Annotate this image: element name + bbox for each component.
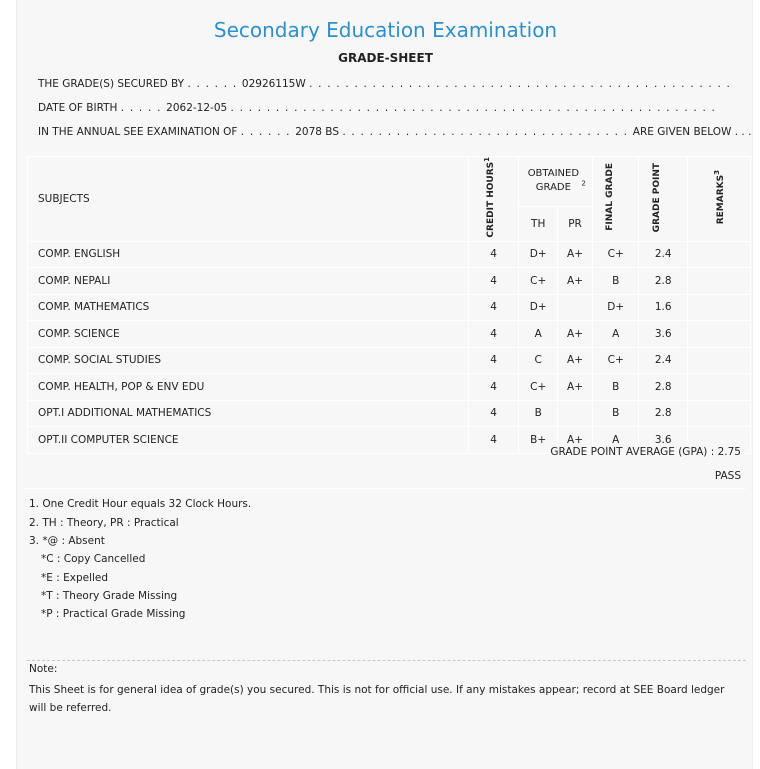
exam-line: IN THE ANNUAL SEE EXAMINATION OF . . . . . . 2078 BS . . . . . . . . . . . . . . . . . . . . . . . . . . . . . . . . ARE GIVEN BELOW . . . <box>38 126 752 138</box>
table-row <box>28 374 751 401</box>
th-grade-cell: B <box>519 400 558 427</box>
dob-value: 2062-12-05 <box>166 102 228 114</box>
grade-point-cell: 1.6 <box>639 294 687 321</box>
remarks-cell <box>687 241 750 268</box>
header-th: TH <box>519 206 558 241</box>
secured-by-line: THE GRADE(S) SECURED BY . . . . . . 02926115W . . . . . . . . . . . . . . . . . . . . . . . . . . . . . . . . . . . . . . . . . . . . . . . <box>38 78 732 90</box>
pr-grade-cell <box>558 294 593 321</box>
final-grade-cell: A <box>592 321 639 348</box>
subject-cell: OPT.I ADDITIONAL MATHEMATICS <box>28 400 469 427</box>
grade-point-cell: 3.6 <box>639 321 687 348</box>
final-grade-cell: B <box>592 268 639 295</box>
secured-by-label: THE GRADE(S) SECURED BY <box>38 78 185 90</box>
subject-cell: COMP. SOCIAL STUDIES <box>28 347 469 374</box>
note-text: This Sheet is for general idea of grade(s) you secured. This is not for official use. If any mistakes appear; record at SEE Board ledger will be referred. <box>29 684 725 714</box>
exam-year: 2078 BS <box>295 126 339 138</box>
table-row <box>28 268 751 295</box>
footnote-copy-cancelled: *C : Copy Cancelled <box>41 553 146 565</box>
th-grade-cell: C <box>519 347 558 374</box>
remarks-cell <box>687 268 750 295</box>
remarks-cell <box>687 347 750 374</box>
pr-grade-cell: A+ <box>558 347 593 374</box>
gpa-label: GRADE POINT AVERAGE (GPA) : <box>550 446 715 458</box>
grade-point-cell: 2.8 <box>639 374 687 401</box>
table-row <box>28 321 751 348</box>
divider <box>25 488 746 489</box>
credit-cell: 4 <box>468 347 518 374</box>
credit-cell: 4 <box>468 321 518 348</box>
grade-point-cell: 2.8 <box>639 268 687 295</box>
subject-cell: COMP. NEPALI <box>28 268 469 295</box>
remarks-cell <box>687 321 750 348</box>
dob-line: DATE OF BIRTH . . . . . 2062-12-05 . . . . . . . . . . . . . . . . . . . . . . . . . . . . . . . . . . . . . . . . . . . . . . . . . . . . . . <box>38 102 717 114</box>
remarks-cell <box>687 400 750 427</box>
header-subjects: SUBJECTS <box>28 157 469 242</box>
pr-grade-cell: A+ <box>558 374 593 401</box>
table-row <box>28 400 751 427</box>
note-divider <box>27 660 746 661</box>
final-grade-cell: D+ <box>592 294 639 321</box>
grade-point-cell: 2.4 <box>639 347 687 374</box>
grade-sheet <box>16 0 753 769</box>
footnote-theory-missing: *T : Theory Grade Missing <box>41 590 178 602</box>
footnote-1: 1. One Credit Hour equals 32 Clock Hours. <box>29 498 252 510</box>
final-grade-cell: A <box>592 427 639 454</box>
header-credit-hours: CREDIT HOURS$^1$ <box>468 157 518 242</box>
page-subtitle: GRADE-SHEET <box>338 51 433 65</box>
result-status: PASS <box>714 470 741 482</box>
footnote-3: 3. *@ : Absent <box>29 535 105 547</box>
header-pr: PR <box>558 206 593 241</box>
header-obtained-grade: OBTAINED GRADE $^2$ <box>519 157 593 207</box>
gpa-value: 2.75 <box>717 446 741 458</box>
grade-point-cell: 2.4 <box>639 241 687 268</box>
gpa-line <box>550 446 741 458</box>
pr-grade-cell: A+ <box>558 321 593 348</box>
th-grade-cell: C+ <box>519 374 558 401</box>
grade-point-cell: 2.8 <box>639 400 687 427</box>
footnote-practical-missing: *P : Practical Grade Missing <box>41 608 186 620</box>
th-grade-cell: D+ <box>519 294 558 321</box>
given-below: ARE GIVEN BELOW . . . <box>632 126 752 138</box>
th-grade-cell: D+ <box>519 241 558 268</box>
subject-cell: COMP. HEALTH, POP & ENV EDU <box>28 374 469 401</box>
final-grade-cell: B <box>592 400 639 427</box>
grades-table <box>27 156 751 454</box>
subject-cell: COMP. MATHEMATICS <box>28 294 469 321</box>
final-grade-cell: B <box>592 374 639 401</box>
table-row <box>28 294 751 321</box>
header-final-grade: FINAL GRADE <box>592 157 639 242</box>
header-grade-point: GRADE POINT <box>639 157 687 242</box>
pr-grade-cell: A+ <box>558 268 593 295</box>
th-grade-cell: B+ <box>519 427 558 454</box>
th-grade-cell: C+ <box>519 268 558 295</box>
credit-cell: 4 <box>468 268 518 295</box>
final-grade-cell: C+ <box>592 241 639 268</box>
credit-cell: 4 <box>468 427 518 454</box>
note-heading: Note: <box>29 663 58 675</box>
remarks-cell <box>687 294 750 321</box>
credit-cell: 4 <box>468 241 518 268</box>
subject-cell: COMP. SCIENCE <box>28 321 469 348</box>
credit-cell: 4 <box>468 374 518 401</box>
credit-cell: 4 <box>468 294 518 321</box>
subject-cell: COMP. ENGLISH <box>28 241 469 268</box>
table-row <box>28 241 751 268</box>
credit-cell: 4 <box>468 400 518 427</box>
dob-label: DATE OF BIRTH <box>38 102 118 114</box>
subject-cell: OPT.II COMPUTER SCIENCE <box>28 427 469 454</box>
footnote-2: 2. TH : Theory, PR : Practical <box>29 517 179 529</box>
page-title: Secondary Education Examination <box>213 18 558 42</box>
exam-label: IN THE ANNUAL SEE EXAMINATION OF <box>38 126 238 138</box>
pr-grade-cell: A+ <box>558 427 593 454</box>
footnote-expelled: *E : Expelled <box>41 572 109 584</box>
final-grade-cell: C+ <box>592 347 639 374</box>
header-remarks: REMARKS$^3$ <box>687 157 750 242</box>
th-grade-cell: A <box>519 321 558 348</box>
remarks-cell <box>687 374 750 401</box>
pr-grade-cell <box>558 400 593 427</box>
table-row <box>28 347 751 374</box>
pr-grade-cell: A+ <box>558 241 593 268</box>
symbol-number: 02926115W <box>241 78 306 90</box>
grade-point-cell: 3.6 <box>639 427 687 454</box>
